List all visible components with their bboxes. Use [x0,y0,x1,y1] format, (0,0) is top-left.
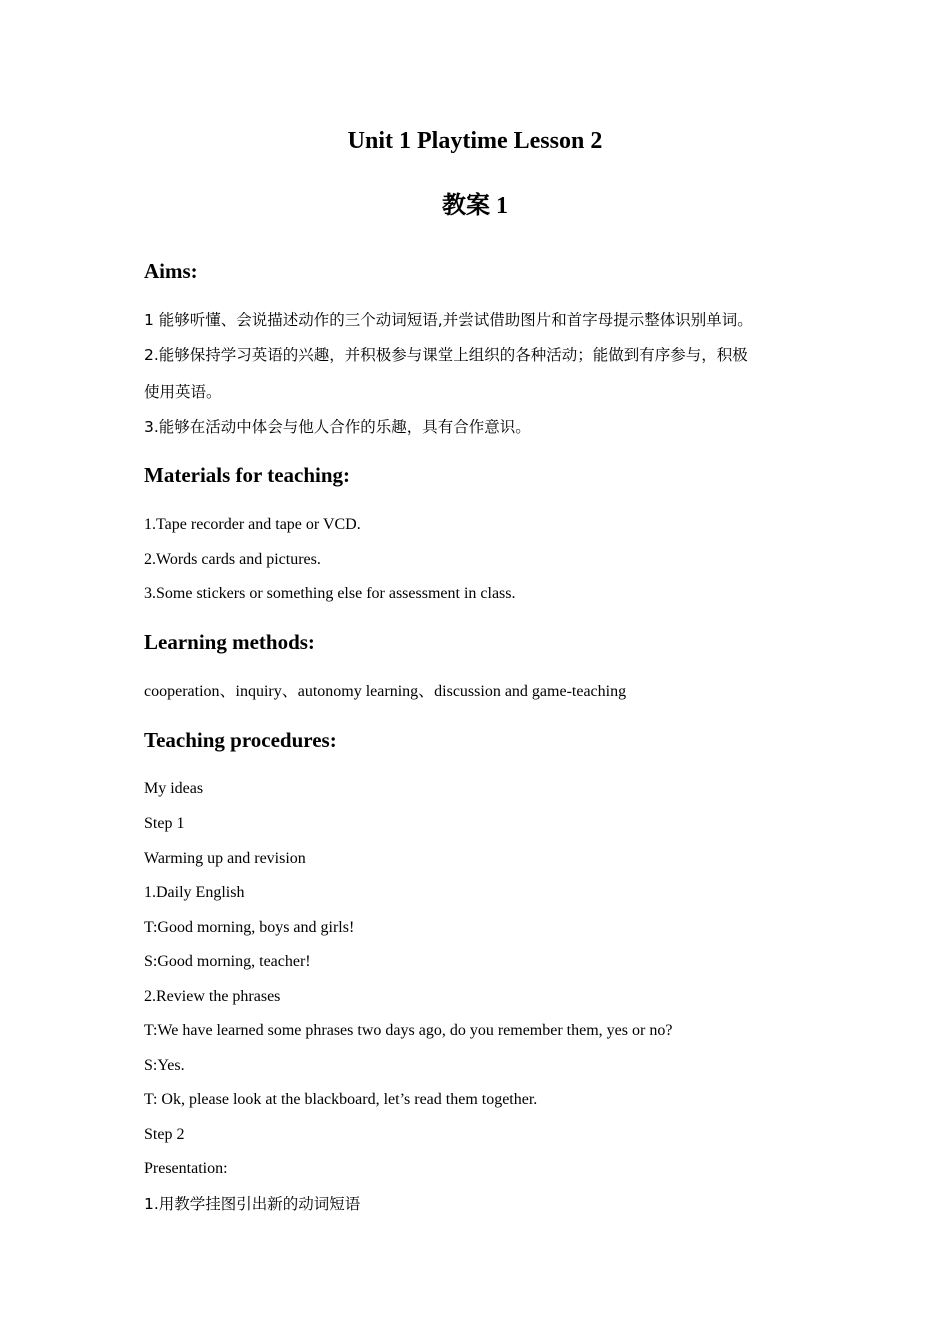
materials-item-1: 1.Tape recorder and tape or VCD. [144,516,361,533]
procedure-line: Step 1 [144,815,185,832]
document-title: Unit 1 Playtime Lesson 2 [347,128,603,154]
procedure-line: Step 2 [144,1126,185,1143]
procedure-line: T:Good morning, boys and girls! [144,919,355,936]
document-subtitle: 教案 1 [442,193,508,219]
materials-item-2: 2.Words cards and pictures. [144,551,321,568]
methods-item-1: cooperation、inquiry、autonomy learning、discussion and game-teaching [144,683,627,700]
procedures-heading: Teaching procedures: [144,728,337,752]
procedure-line: S:Good morning, teacher! [144,953,311,970]
aims-heading: Aims: [144,259,198,283]
aims-item-1: 1 能够听懂、会说描述动作的三个动词短语,并尝试借助图片和首字母提示整体识别单词。 [144,311,753,329]
procedure-line: Presentation: [144,1160,228,1177]
procedure-line: T:We have learned some phrases two days ago, do you remember them, yes or no? [144,1022,673,1039]
aims-item-2-cont: 使用英语。 [144,383,222,401]
procedure-line: 1.Daily English [144,884,245,901]
aims-item-3: 3.能够在活动中体会与他人合作的乐趣，具有合作意识。 [144,418,531,436]
aims-item-2: 2.能够保持学习英语的兴趣，并积极参与课堂上组织的各种活动；能做到有序参与，积极 [144,346,748,364]
procedure-line: My ideas [144,780,204,797]
procedure-line: T: Ok, please look at the blackboard, let’s read them together. [144,1091,538,1108]
materials-heading: Materials for teaching: [144,463,351,487]
methods-heading: Learning methods: [144,630,315,654]
procedure-line: 2.Review the phrases [144,988,281,1005]
procedure-line: Warming up and revision [144,850,306,867]
procedure-line: 1.用教学挂图引出新的动词短语 [144,1195,361,1213]
procedure-line: S:Yes. [144,1057,185,1074]
materials-item-3: 3.Some stickers or something else for assessment in class. [144,585,516,602]
